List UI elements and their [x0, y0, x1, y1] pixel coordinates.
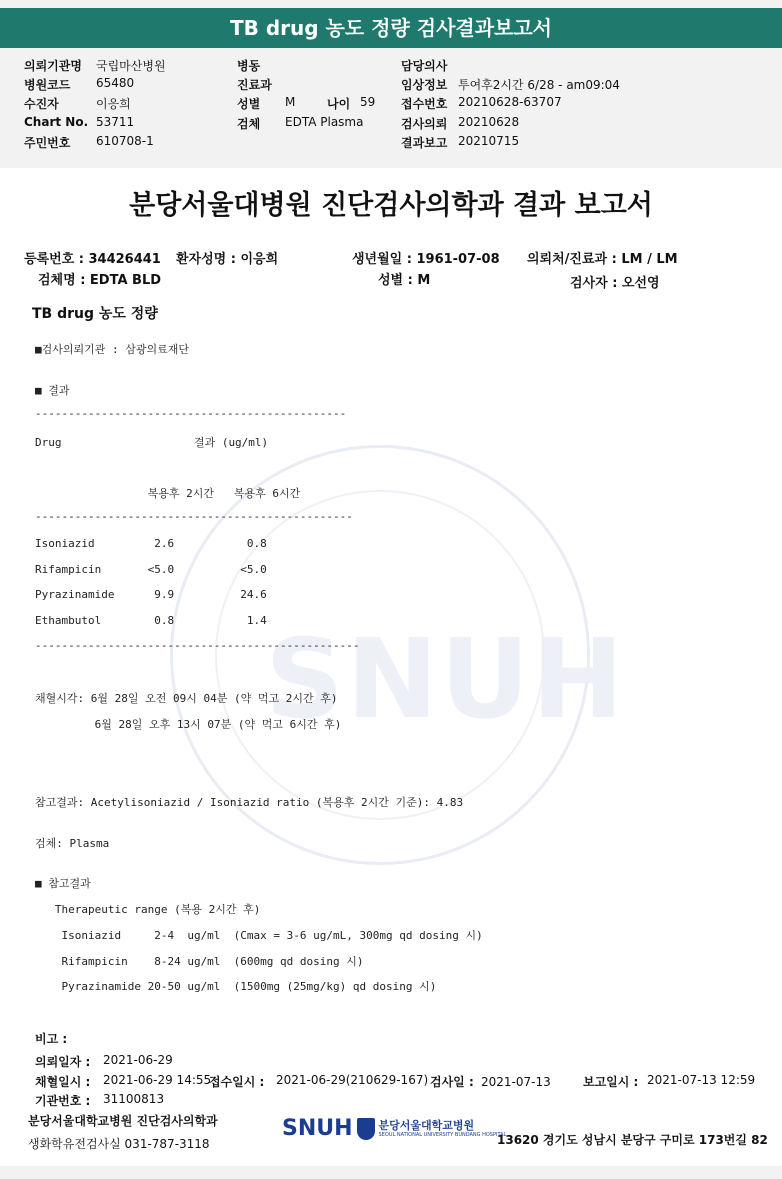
- draw-datetime-value: 2021-06-29 14:55: [103, 1073, 212, 1087]
- range-isoniazid: Isoniazid 2-4 ug/ml (Cmax = 3-6 ug/mL, 300mg qd dosing 시): [35, 929, 483, 942]
- value-receipt-no: 20210628-63707: [458, 95, 562, 109]
- receipt-datetime-value: 2021-06-29(210629-167): [276, 1073, 429, 1087]
- value-test-request: 20210628: [458, 115, 520, 129]
- logo-korean-name: 분당서울대학교병원: [378, 1118, 475, 1132]
- table-row-isoniazid: Isoniazid 2.6 0.8: [35, 537, 267, 550]
- bottom-band: [0, 1166, 782, 1179]
- label-requester: 의뢰기관명: [24, 59, 82, 73]
- label-result-report: 결과보고: [401, 136, 448, 150]
- table-row-rifampicin: Rifampicin <5.0 <5.0: [35, 563, 267, 576]
- logo-wordmark: SNUH: [282, 1116, 353, 1141]
- label-chart-no: Chart No.: [24, 115, 89, 129]
- remark-label: 비고 :: [35, 1032, 68, 1046]
- table-row-pyrazinamide: Pyrazinamide 9.9 24.6: [35, 588, 267, 601]
- label-department: 진료과: [237, 78, 272, 92]
- table-row-ethambutol: Ethambutol 0.8 1.4: [35, 614, 267, 627]
- divider: ------------------------------------------------: [35, 510, 353, 523]
- label-hospital-code: 병원코드: [24, 78, 71, 92]
- value-examinee: 이응희: [96, 97, 131, 111]
- label-receipt-no: 접수번호: [401, 97, 448, 111]
- shield-icon: [357, 1118, 375, 1140]
- report-title: 분당서울대병원 진단검사의학과 결과 보고서: [129, 190, 653, 221]
- divider: -----------------------------------------------: [35, 407, 347, 420]
- hospital-address: 13620 경기도 성남시 분당구 구미로 173번길 82: [497, 1133, 768, 1147]
- value-specimen: EDTA Plasma: [285, 115, 364, 129]
- hospital-logo: [282, 1116, 506, 1141]
- value-requester: 국립마산병원: [96, 59, 166, 73]
- range-rifampicin: Rifampicin 8-24 ug/ml (600mg qd dosing 시): [35, 955, 364, 968]
- report-datetime-label: 보고일시 :: [583, 1075, 639, 1089]
- value-result-report: 20210715: [458, 134, 520, 148]
- value-sex: M: [285, 95, 296, 109]
- reference-heading: ■ 참고결과: [35, 877, 91, 890]
- requesting-institution: ■검사의뢰기관 : 삼광의료재단: [35, 343, 190, 356]
- registration-number: 등록번호 : 34426441: [24, 252, 161, 267]
- reference-result-ratio: 참고결과: Acetylisoniazid / Isoniazid ratio (복용후 2시간 기준): 4.83: [35, 796, 464, 809]
- table-subheader: 복용후 2시간 복용후 6시간: [35, 487, 301, 500]
- lab-department: 분당서울대학교병원 진단검사의학과: [28, 1114, 218, 1128]
- summary-title: TB drug 농도 정량 검사결과보고서: [0, 8, 782, 48]
- section-title: TB drug 농도 정량: [32, 306, 158, 322]
- label-ward: 병동: [237, 59, 261, 73]
- logo-english-name: SEOUL NATIONAL UNIVERSITY BUNDANG HOSPITAL: [378, 1131, 507, 1138]
- value-resident-no: 610708-1: [96, 134, 154, 148]
- patient-sex: 성별 : M: [378, 273, 431, 288]
- test-date-value: 2021-07-13: [481, 1075, 551, 1089]
- label-examinee: 수진자: [24, 97, 59, 111]
- report-datetime-value: 2021-07-13 12:59: [647, 1073, 756, 1087]
- logo-text-block: [379, 1120, 507, 1138]
- birth-date: 생년월일 : 1961-07-08: [352, 252, 500, 267]
- lab-contact: 생화학유전검사실 031-787-3118: [28, 1137, 210, 1151]
- receipt-datetime-label: 접수일시 :: [209, 1075, 265, 1089]
- divider: -------------------------------------------------: [35, 639, 360, 652]
- watermark-logo: SNUH: [265, 615, 626, 743]
- label-clinical-info: 임상정보: [401, 78, 448, 92]
- specimen-plasma: 검체: Plasma: [35, 837, 110, 850]
- value-clinical-info: 투여후2시간 6/28 - am09:04: [458, 78, 620, 92]
- patient-name: 환자성명 : 이응희: [176, 252, 279, 267]
- draw-datetime-label: 채혈일시 :: [35, 1075, 91, 1089]
- institution-number-label: 기관번호 :: [35, 1094, 91, 1108]
- table-header: Drug 결과 (ug/ml): [35, 436, 269, 449]
- results-heading: ■ 결과: [35, 384, 70, 397]
- draw-time-line-2: 6월 28일 오후 13시 07분 (약 먹고 6시간 후): [35, 718, 342, 731]
- range-pyrazinamide: Pyrazinamide 20-50 ug/ml (1500mg (25mg/kg) qd dosing 시): [35, 980, 437, 993]
- label-resident-no: 주민번호: [24, 136, 71, 150]
- label-doctor: 담당의사: [401, 59, 448, 73]
- request-date-label: 의뢰일자 :: [35, 1055, 91, 1069]
- label-age: 나이: [327, 97, 351, 111]
- specimen-name: 검체명 : EDTA BLD: [38, 273, 162, 288]
- therapeutic-range-title: Therapeutic range (복용 2시간 후): [35, 903, 261, 916]
- test-date-label: 검사일 :: [430, 1075, 474, 1089]
- value-hospital-code: 65480: [96, 76, 135, 90]
- value-age: 59: [360, 95, 376, 109]
- value-chart-no: 53711: [96, 115, 135, 129]
- tester-name: 검사자 : 오선영: [570, 276, 660, 291]
- label-test-request: 검사의뢰: [401, 117, 448, 131]
- request-date-value: 2021-06-29: [103, 1053, 173, 1067]
- draw-time-line-1: 채혈시각: 6월 28일 오전 09시 04분 (약 먹고 2시간 후): [35, 692, 338, 705]
- label-sex: 성별: [237, 97, 261, 111]
- requesting-department: 의뢰처/진료과 : LM / LM: [527, 252, 678, 267]
- label-specimen: 검체: [237, 117, 261, 131]
- institution-number-value: 31100813: [103, 1092, 165, 1106]
